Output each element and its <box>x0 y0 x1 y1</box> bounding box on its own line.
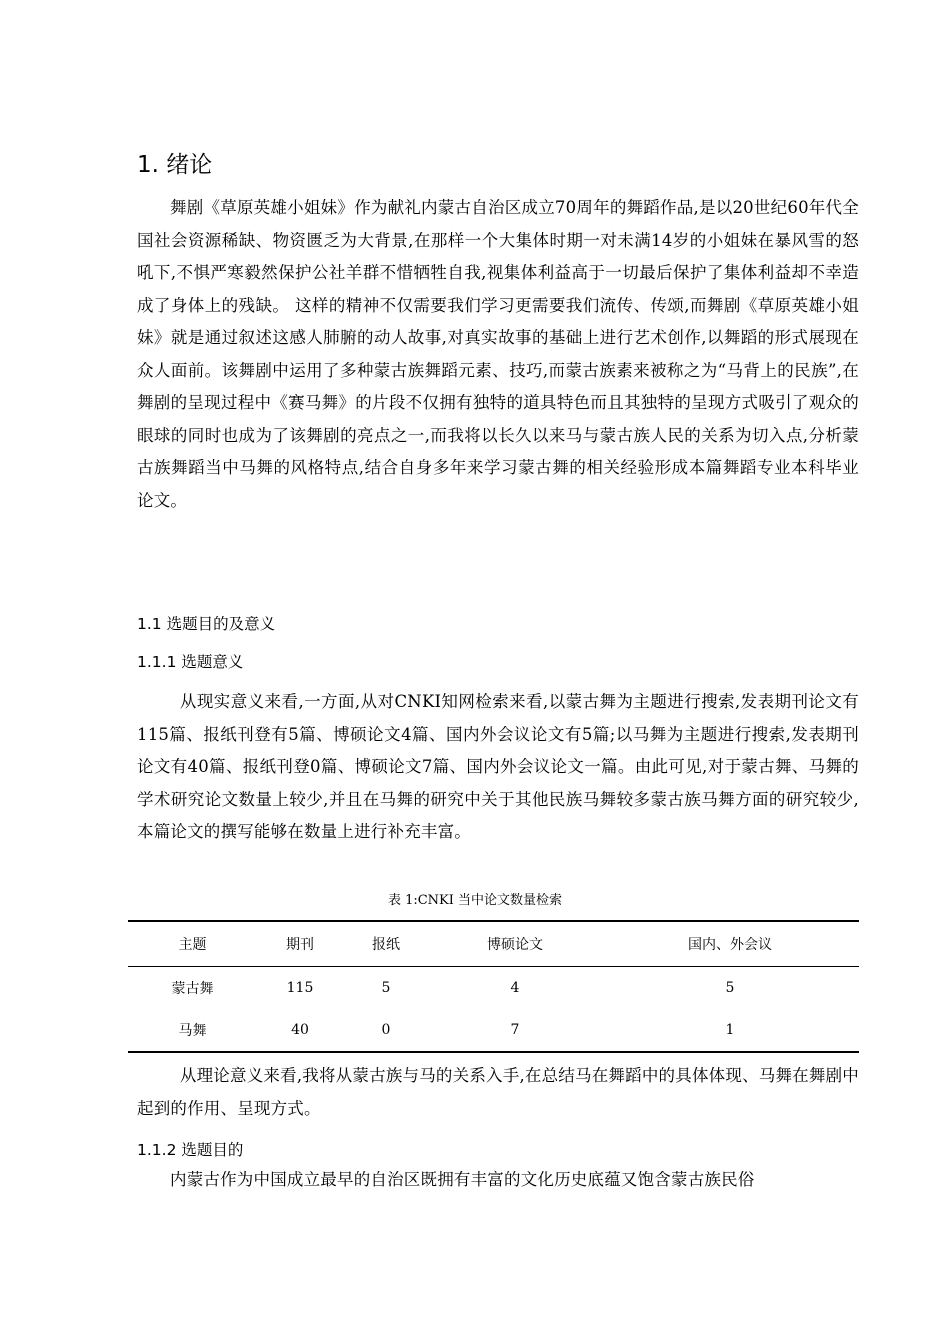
header-cell-conference: 国内、外会议 <box>601 921 859 967</box>
table-cell: 115 <box>286 980 314 996</box>
cnki-count-table <box>128 920 859 1053</box>
table-cell: 4 <box>510 980 520 996</box>
section-heading-1-1-2: 1.1.2 选题目的 <box>137 1141 244 1159</box>
chapter-title: 1. 绪论 <box>137 152 213 178</box>
practical-significance-paragraph: 从现实意义来看,一方面,从对CNKI知网检索来看,以蒙古舞为主题进行搜索,发表期刊论文有115篇、报纸刊登有5篇、博硕论文4篇、国内外会议论文有5篇;以马舞为主题进行搜索,发表期刊论文有40篇、报纸刊登0篇、博硕论文7篇、国内外会议论文一篇。由此可见,对于蒙古舞、马舞的学术研究论文数量上较少,并且在马舞的研究中关于其他民族马舞较多蒙古族马舞方面的研究较少,本篇论文的撰写能够在数量上进行补充丰富。 <box>137 692 859 841</box>
section-heading-1-1: 1.1 选题目的及意义 <box>137 615 276 633</box>
header-cell-newspaper: 报纸 <box>343 921 429 967</box>
header-cell-thesis: 博硕论文 <box>429 921 601 967</box>
table-header-row <box>128 921 859 967</box>
table-cell: 40 <box>257 1009 343 1052</box>
table-cell: 0 <box>343 1009 429 1052</box>
table-cell: 马舞 <box>128 1009 257 1052</box>
table-cell: 5 <box>381 980 391 996</box>
table-row <box>128 967 859 1010</box>
intro-paragraph: 舞剧《草原英雄小姐妹》作为献礼内蒙古自治区成立70周年的舞蹈作品,是以20世纪60年代全国社会资源稀缺、物资匮乏为大背景,在那样一个大集体时期一对未满14岁的小姐妹在暴风雪的怒吼下,不惧严寒毅然保护公社羊群不惜牺牲自我,视集体利益高于一切最后保护了集体利益却不幸造成了身体上的残缺。 这样的精神不仅需要我们学习更需要我们流传、传颂,而舞剧《草原英雄小姐妹》就是通过叙述这感人肺腑的动人故事,对真实故事的基础上进行艺术创作,以舞蹈的形式展现在众人面前。该舞剧中运用了多种蒙古族舞蹈元素、技巧,而蒙古族素来被称之为“马背上的民族”,在舞剧的呈现过程中《赛马舞》的片段不仅拥有独特的道具特色而且其独特的呈现方式吸引了观众的眼球的同时也成为了该舞剧的亮点之一,而我将以长久以来马与蒙古族人民的关系为切入点,分析蒙古族舞蹈当中马舞的风格特点,结合自身多年来学习蒙古舞的相关经验形成本篇舞蹈专业本科毕业论文。 <box>137 198 859 510</box>
table-cell: 1 <box>601 1009 859 1052</box>
header-cell-topic: 主题 <box>128 921 257 967</box>
table-cell: 5 <box>725 980 735 996</box>
header-cell-journal: 期刊 <box>257 921 343 967</box>
purpose-paragraph: 内蒙古作为中国成立最早的自治区既拥有丰富的文化历史底蕴又饱含蒙古族民俗 <box>170 1170 755 1189</box>
section-heading-1-1-1: 1.1.1 选题意义 <box>137 653 244 671</box>
table-cell: 蒙古舞 <box>171 981 214 997</box>
table-cell: 7 <box>429 1009 601 1052</box>
theoretical-significance-paragraph: 从理论意义来看,我将从蒙古族与马的关系入手,在总结马在舞蹈中的具体体现、马舞在舞剧中起到的作用、呈现方式。 <box>137 1066 859 1118</box>
table-caption: 表 1:CNKI 当中论文数量检索 <box>387 893 563 908</box>
table-row <box>128 1009 859 1052</box>
